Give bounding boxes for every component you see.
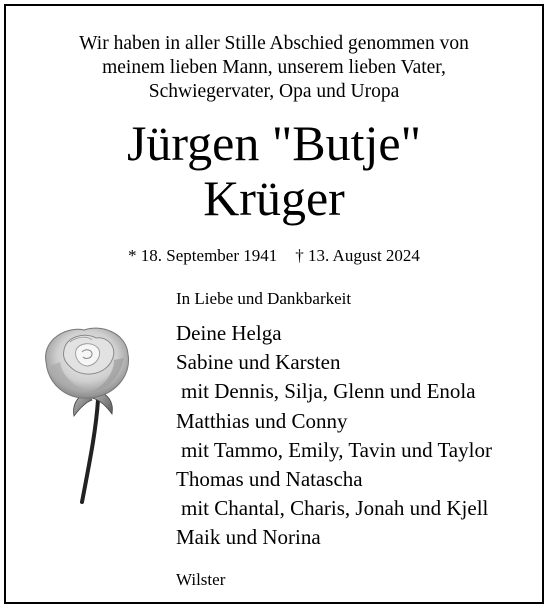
deceased-name	[6, 116, 542, 226]
deceased-last-name: Krüger	[203, 170, 345, 226]
family-list	[176, 319, 492, 553]
intro-line: Schwiegervater, Opa und Uropa	[148, 81, 400, 102]
family-member-line: Matthias und Conny	[176, 408, 348, 433]
intro-line: Wir haben in aller Stille Abschied genommen von	[79, 33, 469, 54]
family-grandchildren-line: mit Chantal, Charis, Jonah und Kjell	[181, 496, 489, 521]
birth-date: * 18. September 1941	[128, 246, 278, 265]
death-date: † 13. August 2024	[295, 246, 420, 265]
life-dates	[6, 246, 542, 266]
family-grandchildren-line: mit Tammo, Emily, Tavin und Taylor	[181, 437, 492, 462]
intro-line: meinem lieben Mann, unserem lieben Vater,	[102, 57, 446, 78]
family-member-line: Thomas und Natascha	[176, 467, 363, 492]
family-member-line: Sabine und Karsten	[176, 350, 341, 375]
thanks-line: In Liebe und Dankbarkeit	[176, 289, 352, 308]
family-member-line: Maik und Norina	[176, 525, 321, 550]
intro-text	[6, 32, 542, 104]
family-member-line: Deine Helga	[176, 321, 282, 345]
deceased-first-name: Jürgen "Butje"	[126, 115, 422, 171]
place-name: Wilster	[176, 570, 226, 589]
obituary-notice	[4, 4, 544, 604]
family-grandchildren-line: mit Dennis, Silja, Glenn und Enola	[181, 379, 476, 404]
rose-icon	[26, 320, 146, 515]
